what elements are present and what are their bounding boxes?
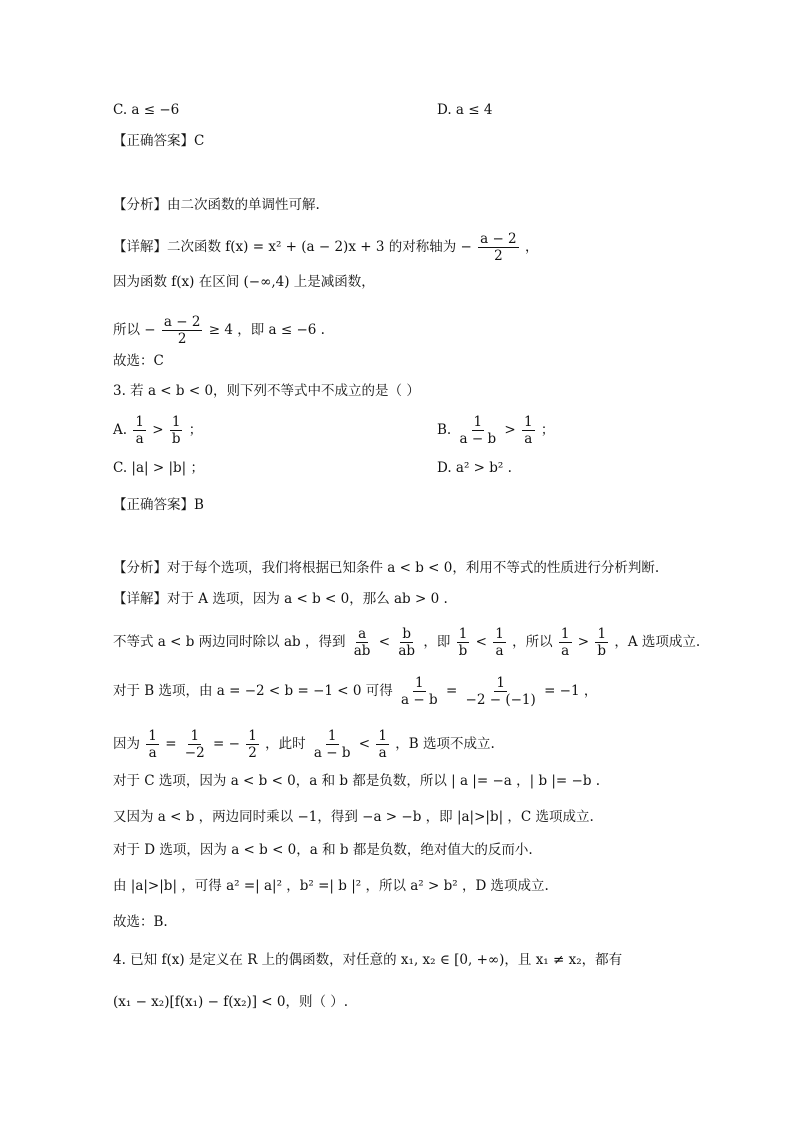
option-a: A. $\frac{1}{a}$ > $\frac{1}{b}$ ； [113,414,203,447]
detail-line: 对于 B 选项，由 a = −2 < b = −1 < 0 可得 $\frac{1}{a - b}$ = $\frac{1}{-2 - (-1)}$ = −1 ， [113,675,598,708]
option-b: B. $\frac{1}{a - b}$ > $\frac{1}{a}$ ； [437,414,555,447]
selection: 故选：C [113,353,164,369]
analysis: 【分析】由二次函数的单调性可解. [113,197,320,213]
question-4-cont: (x₁ − x₂)[f(x₁) − f(x₂)] < 0，则（ ）. [113,994,349,1010]
detail-line: 【详解】对于 A 选项，因为 a < b < 0，那么 ab > 0 . [113,591,448,607]
detail-line: 又因为 a < b ，两边同时乘以 −1，得到 −a > −b ，即 |a|>|b| ，C 选项成立. [113,809,594,825]
detail-line: 所以 − $\frac{a - 2}{2}$ ≥ 4 ，即 a ≤ −6 . [113,314,325,347]
fraction: $\frac{a - 2}{2}$ [480,231,517,264]
question-3: 3. 若 a < b < 0，则下列不等式中不成立的是（ ） [113,383,420,399]
analysis: 【分析】对于每个选项，我们将根据已知条件 a < b < 0，利用不等式的性质进行分析判断. [113,560,660,576]
detail-line: 因为 $\frac{1}{a}$ = $\frac{1}{-2}$ = − $\frac{1}{2}$ ，此时 $\frac{1}{a - b}$ < $\frac{1}{a}$ ，B 选项不成立. [113,728,495,761]
question-4: 4. 已知 f(x) 是定义在 R 上的偶函数，对任意的 x₁, x₂ ∈ [0, +∞)，且 x₁ ≠ x₂，都有 [113,952,623,968]
correct-answer: 【正确答案】C [113,133,205,149]
detail-line: 【详解】二次函数 f(x) = x² + (a − 2)x + 3 的对称轴为 − $\frac{a - 2}{2}$ ， [113,231,539,264]
detail-line: 对于 D 选项，因为 a < b < 0，a 和 b 都是负数，绝对值大的反而小. [113,842,533,858]
option-d-q3: D. a² > b² . [437,460,512,476]
selection: 故选：B. [113,914,168,930]
correct-answer: 【正确答案】B [113,497,204,513]
option-d: D. a ≤ 4 [437,102,493,118]
detail-line: 由 |a|>|b| ，可得 a² =| a|² ，b² =| b |² ，所以 a² > b² ，D 选项成立. [113,878,549,894]
option-c: C. a ≤ −6 [113,102,180,118]
option-c-q3: C. |a| > |b| ； [113,460,204,476]
detail-line: 对于 C 选项，因为 a < b < 0，a 和 b 都是负数，所以 | a |= −a ，| b |= −b . [113,773,601,789]
fraction: $\frac{a - 2}{2}$ [163,314,201,347]
detail-line: 不等式 a < b 两边同时除以 ab ，得到 $\frac{a}{ab}$ < $\frac{b}{ab}$ ，即 $\frac{1}{b}$ < $\frac{1}{a}$ ，所以 $\frac{1}{a}$ > $\frac{1}{b}$ ，A 选项成立. [113,626,701,659]
detail-line: 因为函数 f(x) 在区间 (−∞,4) 上是减函数， [113,274,375,290]
